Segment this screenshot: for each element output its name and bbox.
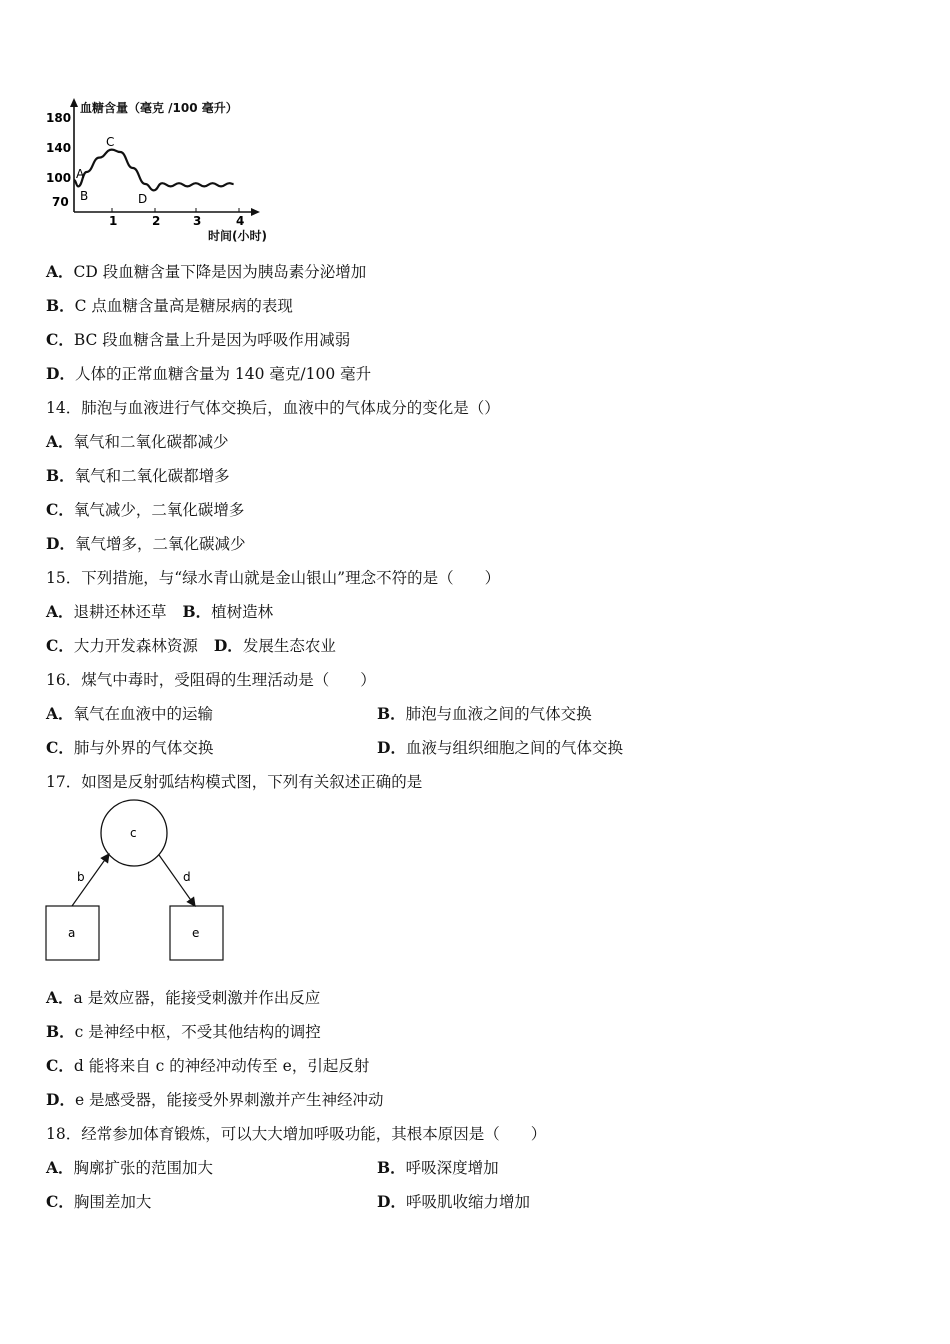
option-text: 人体的正常血糖含量为 140 毫克/100 毫升 (74, 365, 372, 383)
option-text: e 是感受器，能接受外界刺激并产生神经冲动 (74, 1091, 384, 1109)
option-label: A． (46, 262, 74, 281)
blood-glucose-chart (40, 94, 280, 244)
q15-option-d[interactable] (214, 637, 336, 655)
y-axis-arrow (70, 98, 78, 107)
point-label-A: A (76, 167, 85, 181)
arrow-d-label: d (183, 870, 191, 884)
q15-option-a[interactable] (46, 603, 167, 621)
q16-option-a[interactable] (46, 704, 213, 724)
q13-option-d[interactable] (46, 364, 371, 384)
option-text: 氧气和二氧化碳都增多 (74, 467, 230, 485)
x-axis-arrow (251, 208, 260, 216)
point-label-C: C (106, 135, 115, 149)
option-text: a 是效应器，能接受刺激并作出反应 (73, 989, 321, 1007)
option-text: 血液与组织细胞之间的气体交换 (405, 739, 623, 757)
q13-option-a[interactable] (46, 262, 366, 282)
x-tick-label: 1 (109, 214, 118, 228)
q14-option-c[interactable] (46, 500, 244, 520)
chart-xlabel: 时间(小时) (208, 229, 267, 243)
option-text: 呼吸深度增加 (405, 1159, 499, 1177)
glucose-curve (74, 150, 234, 191)
option-text: 大力开发森林资源 (73, 637, 198, 655)
option-text: 氧气和二氧化碳都减少 (73, 433, 229, 451)
q17-option-c[interactable] (46, 1056, 369, 1076)
q14-option-d[interactable] (46, 534, 245, 554)
option-text: 退耕还林还草 (73, 603, 167, 621)
option-label: A． (46, 602, 74, 621)
option-label: B． (377, 1158, 406, 1177)
option-label: A． (46, 704, 74, 723)
q18-option-c[interactable] (46, 1192, 151, 1212)
y-tick-label: 140 (46, 141, 72, 155)
q16-option-c[interactable] (46, 738, 213, 758)
option-label: C． (46, 330, 74, 349)
option-text: d 能将来自 c 的神经冲动传至 e，引起反射 (73, 1057, 370, 1075)
option-text: 呼吸肌收缩力增加 (405, 1193, 530, 1211)
q15-stem: 15．下列措施，与“绿水青山就是金山银山”理念不符的是（ ） (46, 569, 501, 587)
x-tick-label: 4 (236, 214, 245, 228)
q17-option-b[interactable] (46, 1022, 321, 1042)
option-label: B． (182, 602, 212, 621)
node-a-label: a (68, 926, 76, 940)
option-text: 氧气减少，二氧化碳增多 (73, 501, 245, 519)
reflex-arc-diagram (40, 798, 240, 968)
q13-option-c[interactable] (46, 330, 350, 350)
option-text: 氧气增多，二氧化碳减少 (74, 535, 246, 553)
q16-option-b[interactable] (377, 704, 592, 724)
option-label: A． (46, 988, 74, 1007)
q15-option-c[interactable] (46, 637, 198, 655)
option-label: D． (46, 364, 75, 383)
q15-option-b[interactable] (183, 603, 274, 621)
q18-option-d[interactable] (377, 1192, 530, 1212)
option-label: B． (46, 466, 75, 485)
arrow-b-label: b (77, 870, 85, 884)
option-label: D． (377, 1192, 406, 1211)
option-label: D． (213, 636, 243, 655)
option-text: CD 段血糖含量下降是因为胰岛素分泌增加 (73, 263, 367, 281)
option-label: B． (46, 1022, 75, 1041)
q14-option-a[interactable] (46, 432, 229, 452)
node-c-label: c (130, 826, 137, 840)
q16-option-d[interactable] (377, 738, 623, 758)
option-text: 发展生态农业 (242, 637, 336, 655)
q17-option-a[interactable] (46, 988, 320, 1008)
option-label: D． (46, 534, 75, 553)
q17-stem: 17．如图是反射弧结构模式图，下列有关叙述正确的是 (46, 773, 423, 791)
q15-options-row-1 (46, 602, 273, 622)
x-tick-label: 3 (193, 214, 202, 228)
option-text: 肺泡与血液之间的气体交换 (405, 705, 592, 723)
q15-options-row-2 (46, 636, 336, 656)
option-text: 胸围差加大 (73, 1193, 152, 1211)
option-label: D． (377, 738, 406, 757)
option-text: 肺与外界的气体交换 (73, 739, 214, 757)
x-tick-label: 2 (152, 214, 161, 228)
q16-stem: 16．煤气中毒时，受阻碍的生理活动是（ ） (46, 671, 376, 689)
option-label: A． (46, 1158, 74, 1177)
option-text: 氧气在血液中的运输 (73, 705, 214, 723)
option-text: BC 段血糖含量上升是因为呼吸作用减弱 (73, 331, 351, 349)
y-tick-label: 100 (46, 171, 72, 185)
chart-ylabel: 血糖含量（毫克 /100 毫升） (80, 101, 238, 115)
option-label: B． (46, 296, 75, 315)
q18-option-b[interactable] (377, 1158, 499, 1178)
y-tick-label: 70 (52, 195, 69, 209)
q13-option-b[interactable] (46, 296, 293, 316)
option-label: A． (46, 432, 74, 451)
option-label: B． (377, 704, 406, 723)
option-label: C． (46, 500, 74, 519)
point-label-B: B (80, 189, 89, 203)
q14-option-b[interactable] (46, 466, 230, 486)
q14-stem: 14．肺泡与血液进行气体交换后，血液中的气体成分的变化是（） (46, 399, 500, 417)
option-label: C． (46, 738, 74, 757)
node-e-label: e (192, 926, 200, 940)
option-label: C． (46, 1056, 74, 1075)
option-label: D． (46, 1090, 75, 1109)
option-text: c 是神经中枢，不受其他结构的调控 (74, 1023, 321, 1041)
option-label: C． (46, 1192, 74, 1211)
option-text: 胸廓扩张的范围加大 (73, 1159, 214, 1177)
option-text: 植树造林 (211, 603, 274, 621)
option-label: C． (46, 636, 74, 655)
y-tick-label: 180 (46, 111, 72, 125)
q17-option-d[interactable] (46, 1090, 384, 1110)
q18-stem: 18．经常参加体育锻炼，可以大大增加呼吸功能，其根本原因是（ ） (46, 1125, 547, 1143)
option-text: C 点血糖含量高是糖尿病的表现 (74, 297, 293, 315)
q18-option-a[interactable] (46, 1158, 213, 1178)
point-label-D: D (138, 192, 148, 206)
